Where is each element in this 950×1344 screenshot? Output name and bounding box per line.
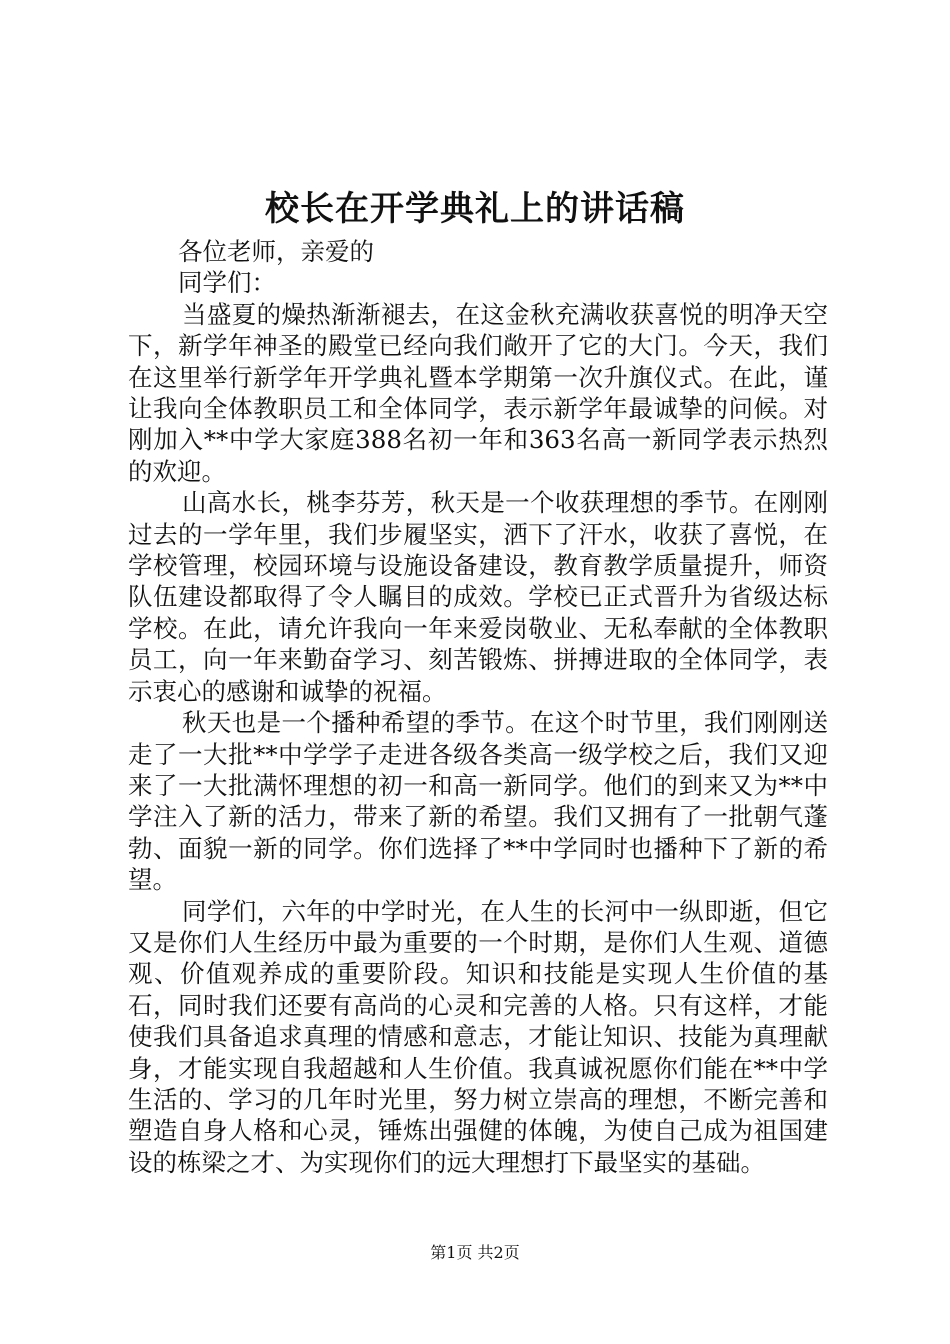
body-paragraph: 秋天也是一个播种希望的季节。在这个时节里，我们刚刚送走了一大批**中学学子走进各级各类高一级学校之后，我们又迎来了一大批满怀理想的初一和高一新同学。他们的到来又为**中学注入了新的活力，带来了新的希望。我们又拥有了一批朝气蓬勃、面貌一新的同学。你们选择了**中学同时也播种下了新的希望。 [128, 708, 828, 895]
body-paragraph: 当盛夏的燥热渐渐褪去，在这金秋充满收获喜悦的明净天空下，新学年神圣的殿堂已经向我们敞开了它的大门。今天，我们在这里举行新学年开学典礼暨本学期第一次升旗仪式。在此，谨让我向全体教职员工和全体同学，表示新学年最诚挚的问候。对刚加入**中学大家庭388名初一年和363名高一新同学表示热烈的欢迎。 [128, 299, 828, 486]
document-title: 校长在开学典礼上的讲话稿 [265, 189, 685, 229]
salutation-line-2: 同学们： [178, 268, 276, 298]
document-body [128, 236, 828, 1178]
salutation-line-1: 各位老师，亲爱的 [178, 237, 374, 266]
body-paragraph: 同学们，六年的中学时光，在人生的长河中一纵即逝，但它又是你们人生经历中最为重要的一个时期，是你们人生观、道德观、价值观养成的重要阶段。知识和技能是实现人生价值的基石，同时我们还要有高尚的心灵和完善的人格。只有这样，才能使我们具备追求真理的情感和意志，才能让知识、技能为真理献身，才能实现自我超越和人生价值。我真诚祝愿你们能在**中学生活的、学习的几年时光里，努力树立崇高的理想，不断完善和塑造自身人格和心灵，锤炼出强健的体魄，为使自己成为祖国建设的栋梁之才、为实现你们的远大理想打下最坚实的基础。 [128, 896, 828, 1177]
page-number-footer: 第1页 共2页 [430, 1243, 520, 1262]
body-paragraph: 山高水长，桃李芬芳，秋天是一个收获理想的季节。在刚刚过去的一学年里，我们步履坚实，洒下了汗水，收获了喜悦，在学校管理，校园环境与设施设备建设，教育教学质量提升，师资队伍建设都取得了令人瞩目的成效。学校已正式晋升为省级达标学校。在此，请允许我向一年来爱岗敬业、无私奉献的全体教职员工，向一年来勤奋学习、刻苦锻炼、拼搏进取的全体同学，表示衷心的感谢和诚挚的祝福。 [128, 488, 828, 706]
